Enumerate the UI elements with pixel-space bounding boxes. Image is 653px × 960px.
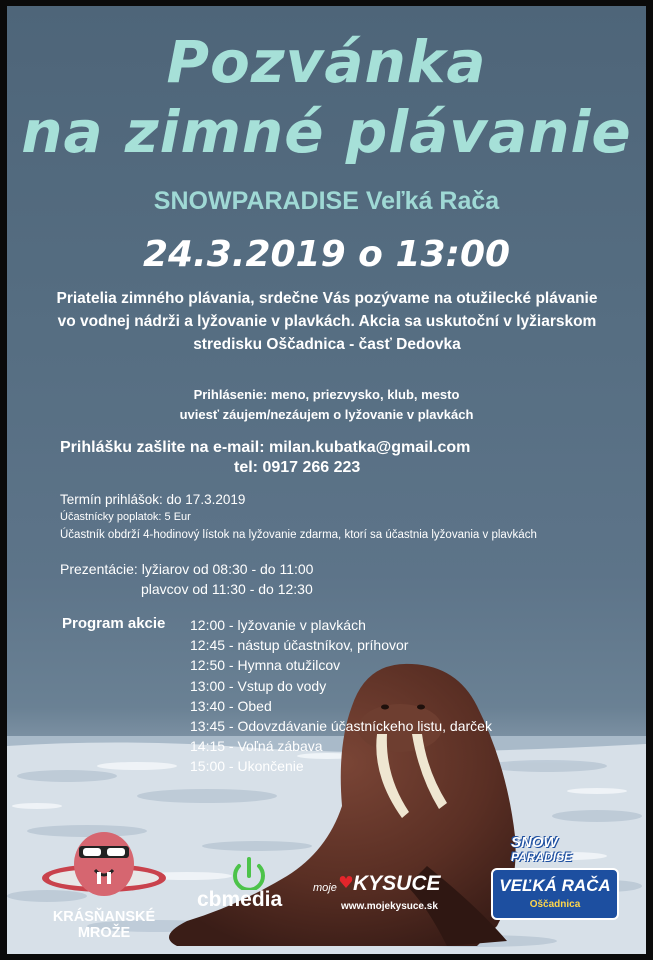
event-date: 24.3.2019 o 13:00 bbox=[142, 234, 511, 275]
program-item: 14:15 - Voľná zábava bbox=[190, 738, 323, 755]
krasnanske-mroze-logo bbox=[39, 828, 169, 941]
intro-paragraph bbox=[37, 287, 617, 356]
registration-info bbox=[7, 385, 646, 425]
cbmedia-logo bbox=[197, 856, 307, 916]
oscadnica-text: Oščadnica bbox=[529, 899, 581, 910]
title-line-1: Pozvánka bbox=[166, 28, 487, 96]
phone-line: tel: 0917 266 223 bbox=[234, 459, 361, 476]
kysuce-url: www.mojekysuce.sk bbox=[341, 901, 438, 912]
kysuce-name: KYSUCE bbox=[353, 872, 441, 895]
registration-line: uviesť záujem/nezáujem o lyžovanie v plavkách bbox=[179, 407, 474, 422]
venue-subtitle: SNOWPARADISE Veľká Rača bbox=[153, 187, 500, 215]
poster bbox=[7, 6, 646, 954]
program-item: 13:45 - Odovzdávanie účastníckeho listu, darček bbox=[190, 717, 492, 734]
program-item: 12:00 - lyžovanie v plavkách bbox=[190, 617, 366, 633]
mroze-line-1: KRÁSŇANSKÉ bbox=[52, 909, 156, 925]
walrus-mascot-icon bbox=[39, 828, 169, 900]
deadline-text: Termín prihlášok: do 17.3.2019 bbox=[60, 492, 246, 507]
program-item: 13:40 - Obed bbox=[190, 697, 272, 714]
intro-line: vo vodnej nádrži a lyžovanie v plavkách. Akcia sa uskutoční v lyžiarskom bbox=[57, 313, 597, 330]
presentation-swimmers: plavcov od 11:30 - do 12:30 bbox=[141, 581, 313, 597]
ticket-note: Účastník obdrží 4-hodinový lístok na lyžovanie zdarma, ktorí sa účastnia lyžovania v plavkách bbox=[60, 529, 537, 541]
title-line-2: na zimné plávanie bbox=[21, 98, 632, 166]
program-item: 12:45 - nástup účastníkov, príhovor bbox=[190, 637, 409, 654]
snow-line: SNOW bbox=[511, 834, 558, 851]
program-item: 13:00 - Vstup do vody bbox=[190, 677, 327, 694]
mroze-line-2: MROŽE bbox=[77, 925, 131, 941]
program-item: 12:50 - Hymna otužilcov bbox=[190, 657, 341, 674]
registration-line: Prihlásenie: meno, priezvysko, klub, mesto bbox=[193, 387, 460, 402]
mojekysuce-logo bbox=[313, 869, 463, 919]
snowparadise-velka-raca-logo bbox=[491, 834, 621, 924]
presentation-skiers: Prezentácie: lyžiarov od 08:30 - do 11:00 bbox=[60, 561, 314, 577]
kysuce-prefix: moje bbox=[313, 882, 337, 894]
intro-line: stredisku Oščadnica - časť Dedovka bbox=[193, 336, 461, 353]
intro-line: Priatelia zimného plávania, srdečne Vás pozývame na otužilecké plávanie bbox=[56, 290, 598, 307]
program-list bbox=[190, 617, 492, 779]
velka-raca-badge bbox=[491, 868, 619, 920]
power-icon bbox=[229, 856, 269, 890]
velka-raca-text: VEĽKÁ RAČA bbox=[499, 876, 611, 895]
program-item: 15:00 - Ukončenie bbox=[190, 758, 304, 775]
fee-text: Účastnícky poplatok: 5 Eur bbox=[60, 511, 191, 523]
paradise-line: PARADISE bbox=[511, 850, 573, 864]
program-label: Program akcie bbox=[62, 615, 166, 632]
heart-icon bbox=[339, 875, 353, 889]
email-line: Prihlášku zašlite na e-mail: milan.kubatka@gmail.com bbox=[60, 439, 471, 456]
cbmedia-wordmark: cbmedia bbox=[197, 888, 283, 911]
